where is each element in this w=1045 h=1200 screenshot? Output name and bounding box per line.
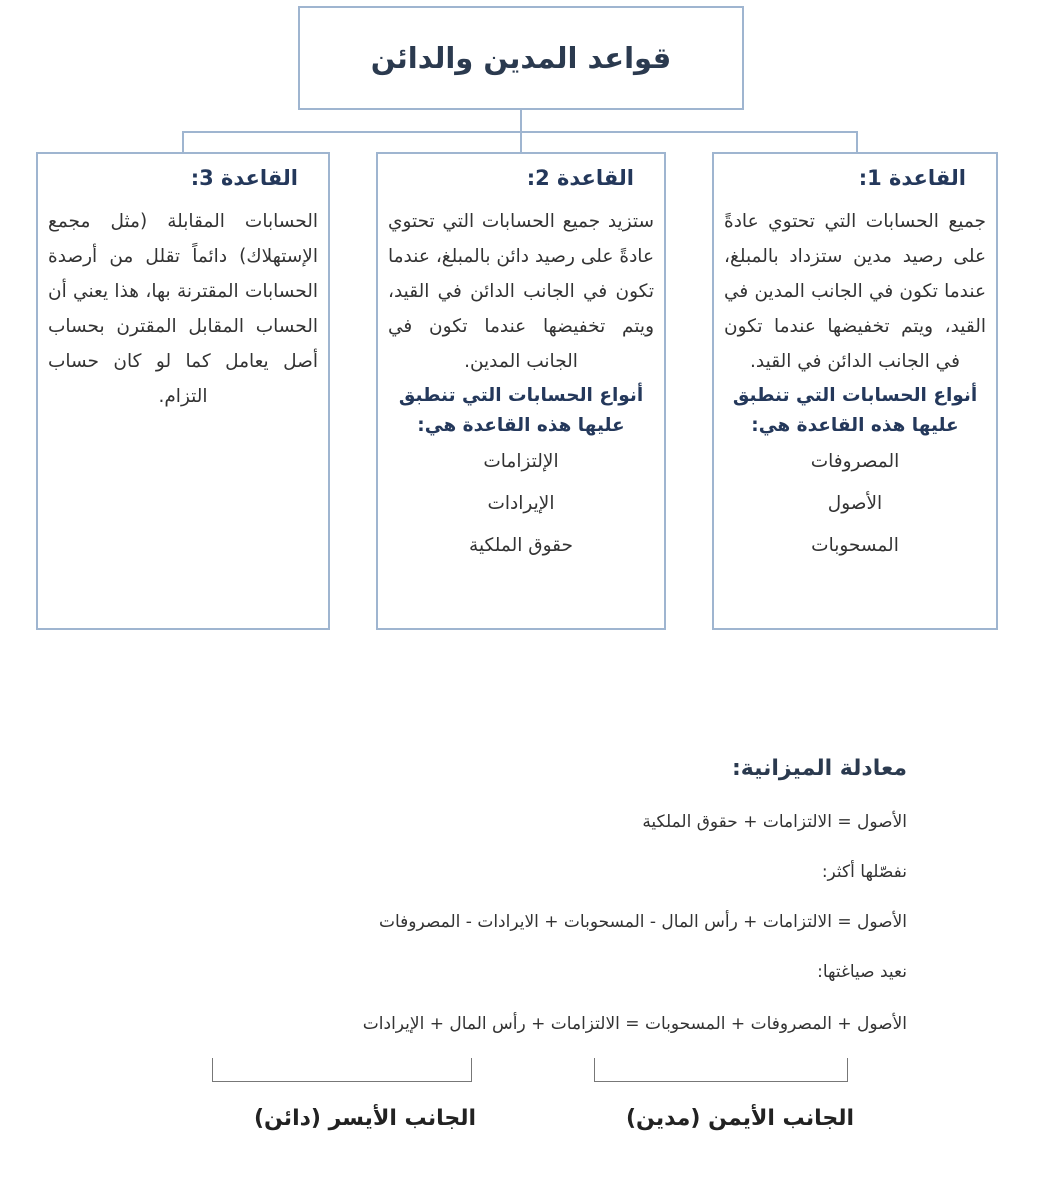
rule-1-item: المسحوبات	[811, 535, 899, 556]
rule-3-body: الحسابات المقابلة (مثل مجمع الإستهلاك) دائماً تقلل من أرصدة الحسابات المقترنة بها، هذا يعني أن الحساب المقابل المقترن بحساب أصل يعامل كما لو كان حساب التزام.	[48, 211, 318, 407]
left-side-bracket	[212, 1058, 472, 1082]
connector-vertical-main	[520, 110, 522, 132]
equation-line-expanded: الأصول = الالتزامات + رأس المال - المسحوبات + الايرادات - المصروفات	[379, 912, 907, 932]
rule-2-item: الإلتزامات	[483, 451, 559, 472]
rule-1-subheading: أنواع الحسابات التي تنطبق عليها هذه القاعدة هي:	[732, 385, 978, 436]
connector-rule-2	[520, 131, 522, 153]
rule-2-item: الإيرادات	[487, 493, 555, 514]
equation-line-rearranged: الأصول + المصروفات + المسحوبات = الالتزامات + رأس المال + الإيرادات	[362, 1014, 907, 1034]
equation-line-basic: الأصول = الالتزامات + حقوق الملكية	[642, 812, 907, 832]
rule-2-subheading: أنواع الحسابات التي تنطبق عليها هذه القاعدة هي:	[398, 385, 644, 436]
rule-2-box	[376, 152, 666, 630]
rule-3-heading: القاعدة 3:	[190, 166, 298, 190]
right-side-bracket	[594, 1058, 848, 1082]
title-box	[298, 6, 744, 110]
right-side-label: الجانب الأيمن (مدين)	[625, 1106, 854, 1131]
rule-3-box	[36, 152, 330, 630]
rule-2-body: ستزيد جميع الحسابات التي تحتوي عادةً على رصيد دائن بالمبلغ، عندما تكون في الجانب الدائن في القيد، ويتم تخفيضها عندما تكون في الجانب المدين.	[388, 211, 654, 372]
connector-rule-1	[856, 131, 858, 153]
rule-1-box	[712, 152, 998, 630]
rule-1-body: جميع الحسابات التي تحتوي عادةً على رصيد مدين ستزداد بالمبلغ، عندما تكون في الجانب المدين في القيد، ويتم تخفيضها عندما تكون في الجانب الدائن في القيد.	[724, 211, 986, 372]
equation-heading: معادلة الميزانية:	[732, 756, 907, 781]
equation-line-rephrase-label: نعيد صياغتها:	[817, 962, 907, 982]
page-title: قواعد المدين والدائن	[370, 41, 672, 75]
equation-line-detail-label: نفصّلها أكثر:	[821, 862, 907, 882]
rule-2-item: حقوق الملكية	[469, 535, 573, 556]
connector-rule-3	[182, 131, 184, 153]
rule-1-item: المصروفات	[810, 451, 900, 472]
rule-1-item: الأصول	[827, 493, 883, 514]
rule-2-heading: القاعدة 2:	[526, 166, 634, 190]
left-side-label: الجانب الأيسر (دائن)	[253, 1106, 476, 1131]
rule-1-heading: القاعدة 1:	[858, 166, 966, 190]
